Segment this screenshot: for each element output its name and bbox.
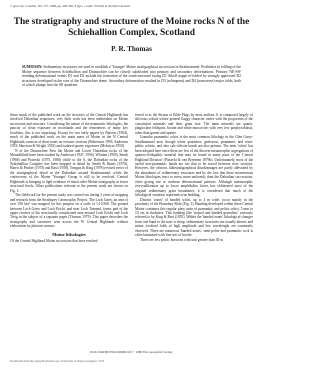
left-paragraph: N of the Drumochter Pass the Moine and Lower Dalradian rocks of the Monadhliath have been studied by Anderson (1947, 1956), Whitten (1959), Smith (1968) and Piasecki (1975, 1980) while to the S, the Dalradian rocks of the Schiehallion Complex has been mapped in detail by Smith & Harris (1976), Harris & Pitcher (1975) and Rast (1958), Treagus & King (1978) revised views of the stratigraphical detail in the Dalradian around Strathtummel, while the controversy of the Moine 'Younger' Group is still to be resolved. Central Highlands is bringing to light evidence of much older Moine stratigraphy at lower structural levels. Other publications relevant to the present study are shown on Fig. 1.: [10, 148, 128, 193]
right-paragraph: ferred to as the Struan or Eilde Flags by most authors. It is composed largely of siliceous schists whose general flaggy character varies with the proportion of the constituent minerals and their grain size. The main minerals are quartz, plagioclase feldspars, biotite and white muscovite, with very few porphyroblasts, other than garnet and apatite.: [135, 113, 253, 135]
copyright-footnote: 0016-7649/80/0700-0469$02.00 © 1980 The Geological Society: [90, 350, 173, 354]
summary-text: Sedimentary structures are used to establish a 'Younger' Moine stratigraphical succession in Strathtummel. Perthshire in folding of the Moine sequence between Schiehallion and Drumochter can be closely subdivided into primary and secondary deformations. Primary NE-SW trending deformational events D1 and D2 include the formation of the south-eastward facing D1 Atholl nappe re-folded by strongly appressed D2 structures developed in the core of the Drumochter dome. Secondary deformation resulted in D3 (relinquent) and D4 (transverse) major folds, both of which plunge into the SE quadrant.: [22, 65, 241, 87]
running-head: J. geol. Soc. London, Vol. 137, 1980, pp. 469-482, 8 figs., 1 table. Printed in Northern Ireland: [10, 4, 130, 8]
paper-title: The stratigraphy and structure of the Moine rocks N of the Schiehallion Complex, Scotland: [13, 17, 250, 38]
right-column: [135, 113, 253, 242]
right-paragraph: Distinct 'zones' of banded schist, up to 4 m wide, occur mainly in the proximity of the Boundary Slide (Fig. 1). Banding developed within these Central Moine continues this regular platy units of psammitic and pelitic schist, 5 mm to 10 cm in thickness. This banding (the 'striped and banded granulites' variously referred to by King & Rast (1955). Within the 'banded zones' lithological changes from one band to the next is sharp, sedimentary structures are usually absent, and minor isoclinal folds of high amplitude and low wavelength are commonly observed. There are numerous 'banded zones', semi-pelite and psammitic rock is often laminated with fine sets of biotite.: [135, 197, 253, 238]
download-note: Downloaded from http://jgs.lyellcollection.org/ at University of Oregon on August 7, 2015: [10, 360, 105, 363]
right-paragraph: There are few pelitic horizons with unit greater than 30 m: [140, 237, 224, 242]
left-paragraph: The fieldwork for the present study was carried out during 3 years of mapping and research from the Strathspey Geomorphic Project. The Loch Garry, an area of over 350 km² was mapped for this purpose on a scale of 1:10,560. The ground between Loch Garry and Loch Ericht, and near Loch Tummel, forms part of the upper reaches of the structurally complicated area around Loch Ericht and Loch Treig in the subject of a separate paper (Thomas 1979). This paper describes the stratigraphy and structures seen across the W Central Highlands without elaboration by plutonic masses.: [10, 193, 128, 229]
paper-author: P. R. Thomas: [111, 45, 152, 53]
left-column: [10, 113, 128, 244]
section-heading-moine-lithologies: Moine lithologies: [52, 231, 86, 237]
summary-block: [22, 65, 241, 88]
summary-label: SUMMARY:: [22, 65, 43, 69]
left-paragraph: Since much of the published work on the tectonics of the Central Highlands has involved Dalradian sequences, very little work has been undertaken on Moine succession and structure. Considering the nature of the psammitic lithologies, the paucity of clean exposure on moorlands and the remoteness of many key localities, this is not surprising. Except for two early papers by Barrow (1904), much of the published work on the main mass of Moine in the N Central Highlands consists of short notes on tectonic sections (Roberston 1959; Anderson 1953; Harrison & Wright 1953) and isolated quarry exposures (McIntyre 1950).: [10, 113, 128, 149]
left-paragraph: Of the Central Highland Moine succession that have reached: [10, 239, 98, 244]
right-paragraph: Granular psammitic schist is the most common lithology in the Glen Garry-Strathtummel area, though white quartzites, gneissose, psammitic and semi-pelitic schists, and also calc-silicate bands are also present. The term 'schist' has been adopted here since there are few of the discrete metamorphic segregations of quartzo-feldspathic material that may be found in many parts of the 'Central Highland Division' (Piasecki & van Breemen 1979b). Unfortunately, most of the useful non-psammitic bands are too thin to be traced between river sections. However, the obvious lithostratigraphical disadvantages are partly alleviated by the abundance of sedimentary structures and by the fact that these monotonous Moine lithologies react to stress more uniformly than the Dalradian successions, often giving rise to uniform deformational patterns. Although metamorphic recrystallization up to lower amphibolite facies has obliterated most of the original sedimentary grain boundaries, it is considered that much of the lithological variation represents true bedding.: [135, 135, 253, 198]
